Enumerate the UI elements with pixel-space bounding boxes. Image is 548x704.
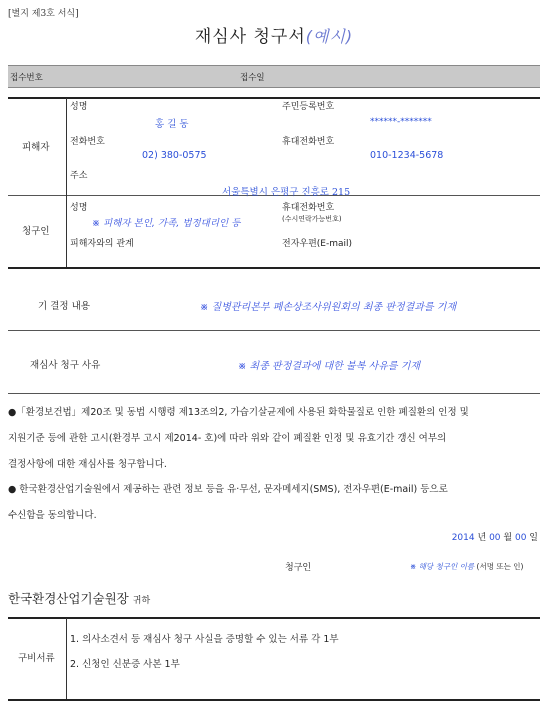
signature-note: (서명 또는 인)	[476, 562, 524, 571]
title-text: 재심사 청구서	[194, 27, 306, 47]
claimant-section-label: 청구인	[22, 226, 50, 237]
claimant-name-hint: ※ 피해자 본인, 가족, 법정대리인 등	[92, 218, 241, 229]
recipient	[8, 589, 150, 607]
victim-id-label: 주민등록번호	[282, 102, 335, 112]
claimant-mobile-sub: (수시연락가능번호)	[282, 215, 342, 223]
victim-phone-label: 전화번호	[70, 137, 105, 147]
documents-label: 구비서류	[18, 653, 55, 664]
reason-divider	[8, 393, 540, 394]
documents-top-border	[8, 617, 540, 619]
reason-label: 재심사 청구 사유	[30, 360, 101, 371]
table-bottom-border	[8, 267, 540, 269]
reason-hint: ※ 최종 판정결과에 대한 불복 사유를 기재	[238, 361, 421, 372]
date-day: 00	[514, 533, 527, 543]
victim-section-label: 피해자	[22, 142, 50, 153]
request-paragraph	[8, 400, 540, 478]
table-top-border	[8, 97, 540, 99]
date-day-unit: 일	[529, 533, 538, 543]
victim-address-value: 서울특별시 은평구 진흥로 215	[222, 187, 351, 198]
recipient-suffix: 귀하	[132, 596, 151, 606]
decision-label: 기 결정 내용	[38, 301, 90, 312]
documents-item-2: 2. 신청인 신분증 사본 1부	[70, 659, 180, 670]
request-date	[452, 530, 538, 543]
decision-divider	[8, 330, 540, 331]
consent-paragraph	[8, 477, 540, 529]
date-year: 2014	[451, 533, 475, 543]
request-paragraph-line-2: 지원기준 등에 관한 고시(환경부 고시 제2014- 호)에 따라 위와 같이 폐질환 인정 및 유효기간 갱신 여부의	[8, 433, 447, 444]
consent-paragraph-line-1: ● 한국환경산업기술원에서 제공하는 관련 정보 등을 유·무선, 문자메세지(SMS), 전자우편(E-mail) 등으로	[8, 484, 448, 495]
claimant-email-label: 전자우편(E-mail)	[282, 239, 353, 249]
recipient-name: 한국환경산업기술원장	[8, 591, 129, 606]
documents-column-divider	[66, 618, 67, 699]
consent-paragraph-line-2: 수신함을 동의합니다.	[8, 510, 97, 521]
request-paragraph-line-1: ●「환경보건법」제20조 및 동법 시행령 제13조의2, 가습기살균제에 사용된 화학물질로 인한 폐질환의 인정 및	[8, 407, 469, 418]
date-year-unit: 년	[477, 533, 487, 543]
victim-mobile-label: 휴대전화번호	[282, 137, 335, 147]
reception-date-label: 접수일	[240, 73, 265, 83]
claimant-mobile-label: 휴대전화번호	[282, 203, 335, 213]
documents-item-1: 1. 의사소견서 등 재심사 청구 사실을 증명할 수 있는 서류 각 1부	[70, 634, 339, 645]
reception-bar	[8, 65, 540, 88]
page-title	[0, 22, 548, 47]
decision-hint: ※ 질병관리본부 폐손상조사위원회의 최종 판정결과를 기재	[200, 302, 457, 313]
signature-hint: ※ 해당 청구인 이름	[410, 562, 475, 571]
victim-mobile-value: 010-1234-5678	[370, 150, 444, 161]
title-example: (예시)	[305, 27, 354, 46]
date-month-unit: 월	[503, 533, 513, 543]
victim-id-value: ******-*******	[370, 117, 432, 127]
form-number-label: [별지 제3호 서식]	[8, 9, 79, 19]
date-month: 00	[489, 533, 501, 543]
reception-number-label: 접수번호	[10, 73, 43, 83]
documents-bottom-border	[8, 699, 540, 701]
victim-phone-value: 02) 380-0575	[142, 150, 207, 161]
signature-label: 청구인	[285, 563, 312, 573]
victim-name-label: 성명	[70, 102, 88, 112]
claimant-name-label: 성명	[70, 203, 88, 213]
claimant-relation-label: 피해자와의 관계	[70, 239, 134, 249]
signature-line	[410, 561, 523, 572]
victim-address-label: 주소	[70, 171, 88, 181]
section-column-divider	[66, 98, 67, 267]
victim-name-value: 홍 길 동	[155, 119, 189, 130]
request-paragraph-line-3: 결정사항에 대한 재심사를 청구합니다.	[8, 459, 167, 470]
